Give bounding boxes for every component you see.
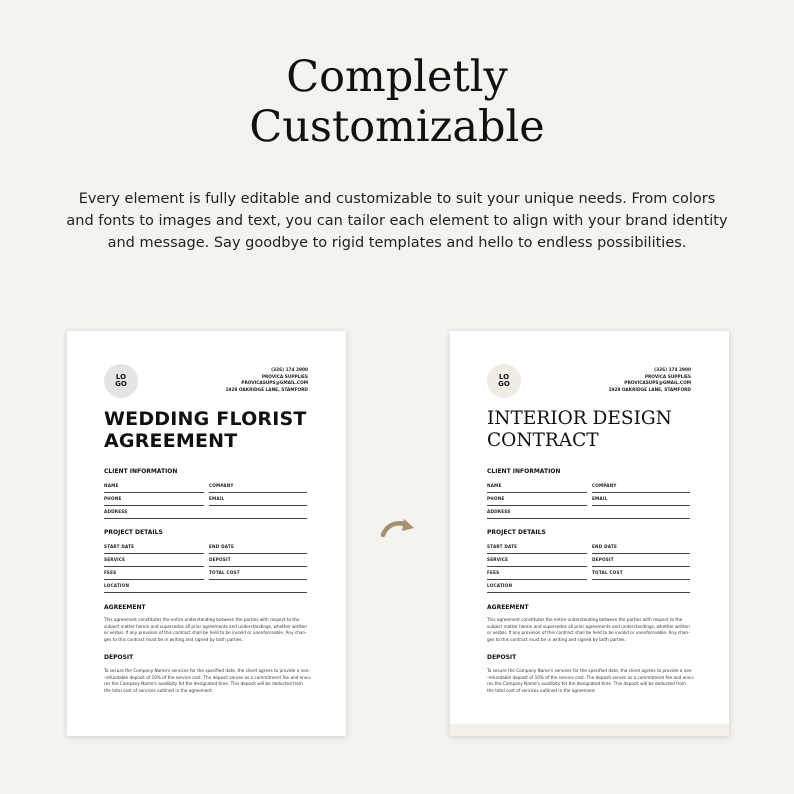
document-title-line-2: CONTRACT <box>487 430 599 451</box>
deposit-line: res the Company Name's availibity fot the designated time. This deposit will be deducted from <box>104 681 303 686</box>
location-field <box>487 583 690 593</box>
address-label: ADDRESS <box>487 509 511 514</box>
headline-line-1: Completly <box>286 52 508 102</box>
description-line-3: and message. Say goodbye to rigid templates and hello to endless possibilities. <box>107 235 687 251</box>
fees-label: FEES <box>104 570 117 575</box>
deposit-line: res the Company Name's availibity fot the designated time. This deposit will be deducted from <box>487 681 686 686</box>
address-label: ADDRESS <box>104 509 128 514</box>
logo-text-bottom: GO <box>498 380 510 388</box>
deposit-line: -refundable deposit of 10% of the service cost. The deposit serves as a commitment fee and ensu- <box>487 674 695 680</box>
project-details-heading: PROJECT DETAILS <box>104 529 163 536</box>
contact-block <box>225 368 308 394</box>
deposit-line: -refundable deposit of 10% of the service cost. The deposit serves as a commitment fee and ensu- <box>104 674 312 680</box>
deposit-label: DEPOSIT <box>209 557 231 562</box>
name-label: NAME <box>487 483 502 488</box>
document-preview-after <box>450 331 729 736</box>
deposit-label: DEPOSIT <box>592 557 614 562</box>
description-text <box>60 188 734 254</box>
total-cost-label: TOTAL COST <box>592 570 623 575</box>
phone-label: PHONE <box>487 496 505 501</box>
logo-placeholder <box>104 364 138 398</box>
company-label: COMPANY <box>209 483 234 488</box>
contact-address: 1928 OAKRIDGE LANE, STAMFORD <box>225 387 308 393</box>
deposit-heading: DEPOSIT <box>104 654 134 661</box>
total-cost-field <box>209 570 307 580</box>
total-cost-field <box>592 570 690 580</box>
document-preview-before <box>67 331 346 736</box>
service-field <box>104 557 204 567</box>
deposit-line: the total cost of services outlined in the agreement. <box>104 687 214 693</box>
agreement-line: ges to this contract must be in writing and signed by both parties. <box>487 636 626 642</box>
document-title-line-2: AGREEMENT <box>104 430 238 452</box>
phone-field <box>487 496 587 506</box>
service-field <box>487 557 587 567</box>
company-field <box>209 483 307 493</box>
fees-label: FEES <box>487 570 500 575</box>
agreement-line: This agreement constitutes the entire understanding between the parties with respect to the <box>104 617 300 622</box>
logo-text-top: LO <box>115 373 127 381</box>
name-field <box>487 483 587 493</box>
deposit-line: To secure the Company Name's services for the specified date, the client agrees to provide a non- <box>104 668 310 673</box>
company-label: COMPANY <box>592 483 617 488</box>
agreement-line: subject matter herein and supersedes all prior agreements and understandings, whether written <box>487 623 690 629</box>
deposit-paragraph <box>104 668 312 694</box>
client-info-heading: CLIENT INFORMATION <box>104 468 178 475</box>
page-headline <box>0 52 794 152</box>
location-label: LOCATION <box>487 583 513 588</box>
email-field <box>209 496 307 506</box>
agreement-line: or verbal. If any provision of this contract shall be held to be invalid or unenforceable. Any chan- <box>104 630 307 635</box>
contact-company: PROVICA SUPPLIES <box>644 374 691 380</box>
location-label: LOCATION <box>104 583 130 588</box>
service-label: SERVICE <box>104 557 126 562</box>
fees-field <box>487 570 587 580</box>
deposit-line: the total cost of services outlined in the agreement. <box>487 687 597 693</box>
phone-field <box>104 496 204 506</box>
agreement-paragraph <box>487 617 692 643</box>
service-label: SERVICE <box>487 557 509 562</box>
email-label: EMAIL <box>209 496 225 501</box>
description-line-2: and fonts to images and text, you can tailor each element to align with your brand identity <box>66 213 728 229</box>
contact-block <box>608 368 691 394</box>
total-cost-label: TOTAL COST <box>209 570 240 575</box>
deposit-field <box>592 557 690 567</box>
logo-text-bottom: GO <box>115 380 127 388</box>
email-label: EMAIL <box>592 496 608 501</box>
contact-company: PROVICA SUPPLIES <box>261 374 308 380</box>
agreement-heading: AGREEMENT <box>104 604 146 611</box>
phone-label: PHONE <box>104 496 122 501</box>
location-field <box>104 583 307 593</box>
end-date-field <box>592 544 690 554</box>
document-title <box>104 408 324 452</box>
agreement-line: This agreement constitutes the entire understanding between the parties with respect to the <box>487 617 683 622</box>
address-field <box>487 509 690 519</box>
address-field <box>104 509 307 519</box>
agreement-line: or verbal. If any provision of this contract shall be held to be invalid or unenforceable. Any chan- <box>487 630 690 635</box>
curved-arrow-icon <box>380 516 416 538</box>
deposit-heading: DEPOSIT <box>487 654 517 661</box>
document-title-line-1: INTERIOR DESIGN <box>487 408 672 429</box>
footer-strip <box>450 724 729 736</box>
fees-field <box>104 570 204 580</box>
client-info-heading: CLIENT INFORMATION <box>487 468 561 475</box>
end-date-label: END DATE <box>592 544 618 549</box>
deposit-paragraph <box>487 668 695 694</box>
logo-placeholder <box>487 364 521 398</box>
description-line-1: Every element is fully editable and customizable to suit your unique needs. From colors <box>78 191 716 207</box>
email-field <box>592 496 690 506</box>
company-field <box>592 483 690 493</box>
document-title-line-1: WEDDING FLORIST <box>104 408 307 430</box>
deposit-field <box>209 557 307 567</box>
contact-email: PROVICASUPS@GMAIL.COM <box>241 381 308 386</box>
document-title <box>487 408 707 452</box>
contact-address: 1928 OAKRIDGE LANE, STAMFORD <box>608 387 691 393</box>
agreement-heading: AGREEMENT <box>487 604 529 611</box>
start-date-label: START DATE <box>487 544 518 549</box>
contact-phone: (326) 174 2900 <box>654 368 691 373</box>
start-date-label: START DATE <box>104 544 135 549</box>
start-date-field <box>104 544 204 554</box>
name-field <box>104 483 204 493</box>
name-label: NAME <box>104 483 119 488</box>
agreement-line: subject matter herein and supersedes all prior agreements and understandings, whether written <box>104 623 307 629</box>
agreement-line: ges to this contract must be in writing and signed by both parties. <box>104 636 243 642</box>
agreement-paragraph <box>104 617 309 643</box>
end-date-field <box>209 544 307 554</box>
logo-text-top: LO <box>498 373 510 381</box>
project-details-heading: PROJECT DETAILS <box>487 529 546 536</box>
headline-line-2: Customizable <box>249 102 545 152</box>
deposit-line: To secure the Company Name's services for the specified date, the client agrees to provide a non- <box>487 668 693 673</box>
start-date-field <box>487 544 587 554</box>
end-date-label: END DATE <box>209 544 235 549</box>
contact-phone: (326) 174 2900 <box>271 368 308 373</box>
contact-email: PROVICASUPS@GMAIL.COM <box>624 381 691 386</box>
